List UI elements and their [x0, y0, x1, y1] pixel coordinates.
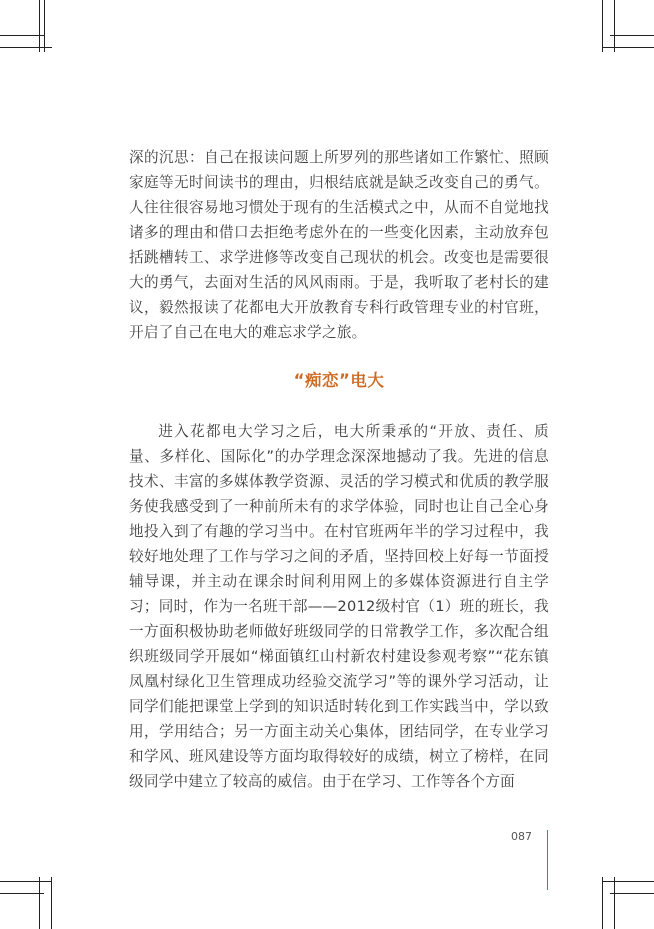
crop-mark-bottom-right-horizontal	[602, 881, 654, 882]
body-paragraph-1	[129, 145, 549, 345]
crop-mark-bottom-left-horizontal-2	[0, 893, 44, 894]
crop-mark-bottom-left-horizontal	[0, 881, 52, 882]
crop-mark-bottom-right-vertical-2	[614, 877, 615, 929]
crop-mark-top-left-vertical-2	[44, 0, 45, 52]
crop-mark-top-left-horizontal-2	[0, 47, 52, 48]
crop-mark-bottom-left-vertical-2	[51, 877, 52, 929]
crop-mark-bottom-right-horizontal-2	[610, 893, 654, 894]
paragraph-1-text: 深的沉思：自己在报读问题上所罗列的那些诸如工作繁忙、照顾家庭等无时间读书的理由，归根结底就是缺乏改变自己的勇气。人往往很容易地习惯处于现有的生活模式之中，从而不自觉地找诸多的理由和借口去拒绝考虑外在的一些变化因素，主动放弃包括跳槽转工、求学进修等改变自己现状的机会。改变也是需要很大的勇气，去面对生活的风风雨雨。于是，我听取了老村长的建议，毅然报读了花都电大开放教育专科行政管理专业的村官班，开启了自己在电大的难忘求学之旅。	[129, 149, 549, 341]
crop-mark-top-right-vertical	[614, 0, 615, 52]
crop-mark-top-left-horizontal	[0, 35, 44, 36]
paragraph-2-text: 进入花都电大学习之后，电大所秉承的“开放、责任、质量、多样化、国际化”的办学理念深深地撼动了我。先进的信息技术、丰富的多媒体教学资源、灵活的学习模式和优质的教学服务使我感受到了一种前所未有的求学体验，同时也让自己全心身地投入到了有趣的学习当中。在村官班两年半的学习过程中，我较好地处理了工作与学习之间的矛盾，坚持回校上好每一节面授辅导课，并主动在课余时间利用网上的多媒体资源进行自主学习；同时，作为一名班干部——2012级村官（1）班的班长，我一方面积极协助老师做好班级同学的日常教学工作，多次配合组织班级同学开展如“梯面镇红山村新农村建设参观考察”“花东镇凤凰村绿化卫生管理成功经验交流学习”等的课外学习活动，让同学们能把课堂上学到的知识适时转化到工作实践当中，学以致用，学用结合；另一方面主动关心集体，团结同学，在专业学习和学风、班风建设等方面均取得较好的成绩，树立了榜样，在同级同学中建立了较高的威信。由于在学习、工作等各个方面	[129, 423, 549, 790]
page-number-rule	[547, 830, 548, 890]
crop-mark-top-right-horizontal	[610, 35, 654, 36]
body-paragraph-2	[129, 419, 549, 794]
page-number: 087	[511, 830, 532, 843]
crop-mark-top-right-vertical-2	[602, 0, 603, 52]
crop-mark-top-left-vertical	[39, 0, 40, 52]
crop-mark-bottom-left-vertical	[39, 877, 40, 929]
crop-mark-top-right-horizontal-2	[602, 47, 654, 48]
crop-mark-bottom-right-vertical	[602, 877, 603, 929]
section-title: “痴恋”电大	[293, 371, 385, 390]
